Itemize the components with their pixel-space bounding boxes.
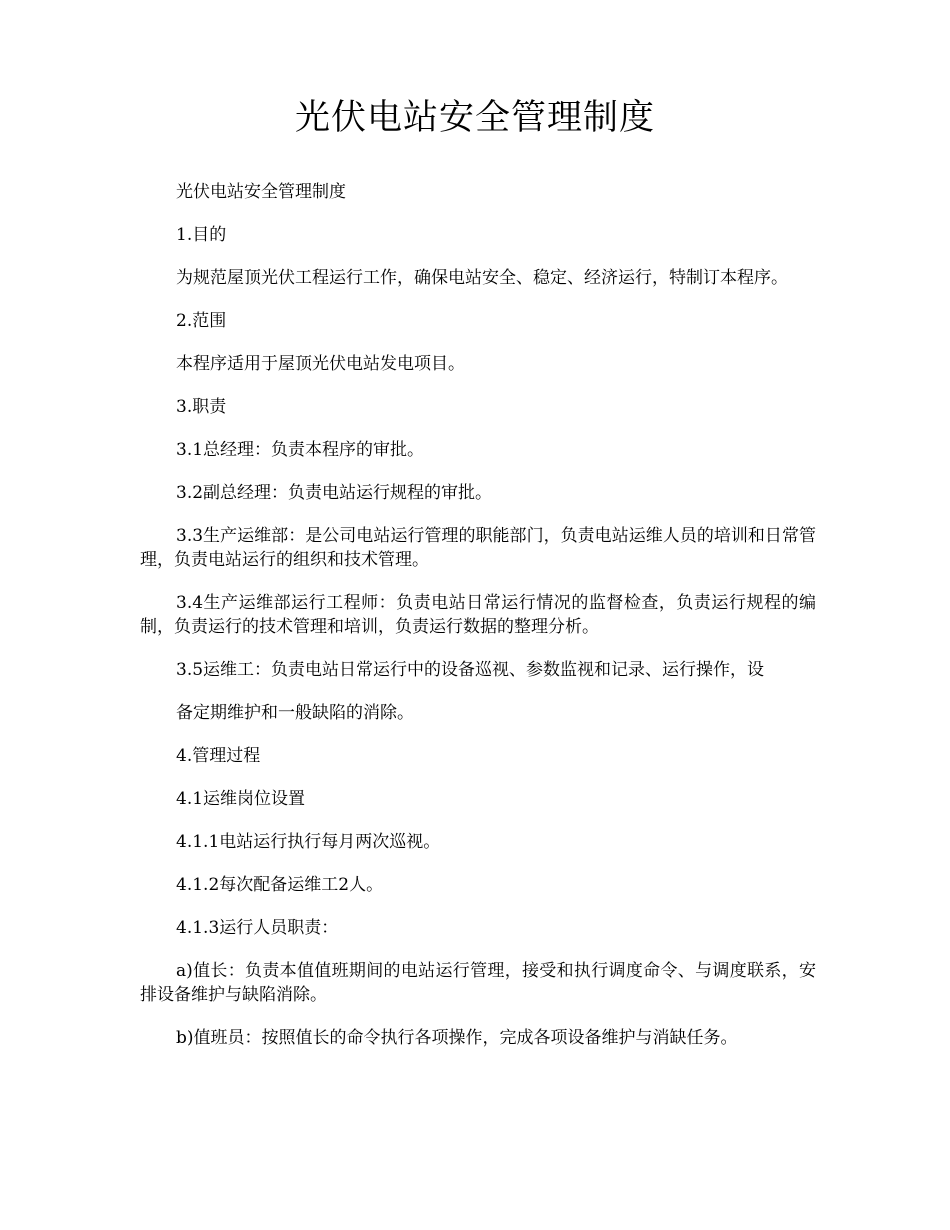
paragraph-duty-3-3: 3.3生产运维部：是公司电站运行管理的职能部门，负责电站运维人员的培训和日常管理，负责电站运行的组织和技术管理。 — [140, 526, 816, 570]
list-item-b: b)值班员：按照值长的命令执行各项操作，完成各项设备维护与消缺任务。 — [176, 1028, 738, 1048]
paragraph-4-1-2: 4.1.2每次配备运维工2人。 — [176, 875, 384, 895]
paragraph-heading: 光伏电站安全管理制度 — [176, 182, 346, 202]
paragraph-4-1-1: 4.1.1电站运行执行每月两次巡视。 — [176, 832, 441, 852]
section-heading-scope: 2.范围 — [176, 311, 227, 331]
paragraph-duty-3-2: 3.2副总经理：负责电站运行规程的审批。 — [176, 483, 493, 503]
section-heading-duties: 3.职责 — [176, 397, 227, 417]
paragraph-duty-3-4: 3.4生产运维部运行工程师：负责电站日常运行情况的监督检查，负责运行规程的编制，负责运行的技术管理和培训，负责运行数据的整理分析。 — [140, 593, 816, 637]
paragraph-duty-3-5: 3.5运维工：负责电站日常运行中的设备巡视、参数监视和记录、运行操作，设 — [176, 660, 765, 680]
document-title: 光伏电站安全管理制度 — [294, 98, 655, 138]
paragraph-purpose: 为规范屋顶光伏工程运行工作，确保电站安全、稳定、经济运行，特制订本程序。 — [176, 268, 788, 288]
section-heading-management: 4.管理过程 — [176, 746, 261, 766]
paragraph-4-1-3: 4.1.3运行人员职责： — [176, 918, 339, 938]
paragraph-duty-3-1: 3.1总经理：负责本程序的审批。 — [176, 440, 425, 460]
paragraph-scope: 本程序适用于屋顶光伏电站发电项目。 — [176, 354, 465, 374]
document-body — [140, 180, 816, 1069]
section-heading-purpose: 1.目的 — [176, 225, 227, 245]
list-item-a: a)值长：负责本值值班期间的电站运行管理，接受和执行调度命令、与调度联系，安排设备维护与缺陷消除。 — [140, 961, 816, 1005]
paragraph-4-1: 4.1运维岗位设置 — [176, 789, 306, 809]
paragraph-duty-3-5-continued: 备定期维护和一般缺陷的消除。 — [176, 703, 414, 723]
